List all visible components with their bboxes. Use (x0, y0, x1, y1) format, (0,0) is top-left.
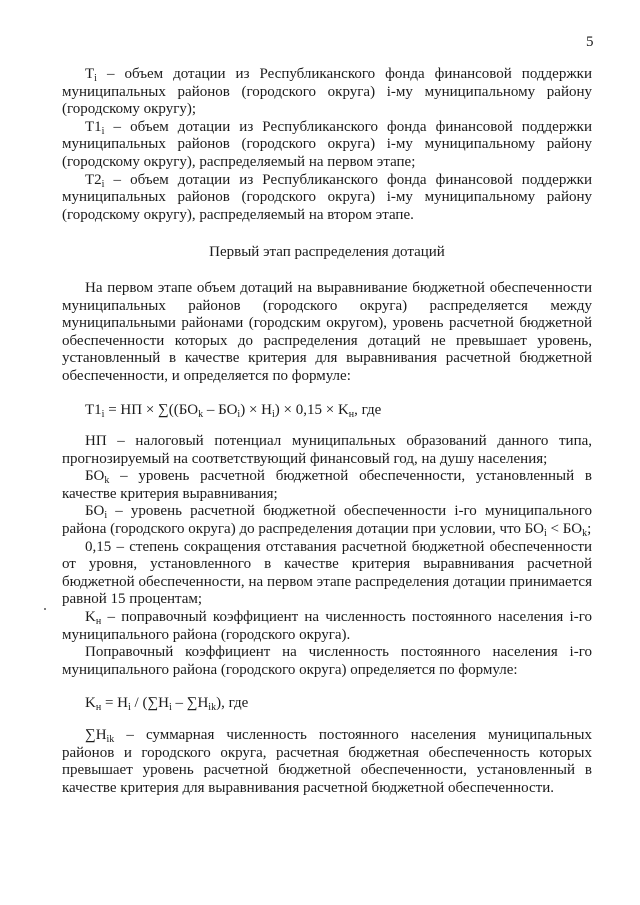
scan-speck (44, 608, 46, 610)
section-heading: Первый этап распределения дотаций (209, 244, 445, 261)
document-body (62, 66, 592, 797)
intro-paragraph: На первом этапе объем дотаций на выравнивание бюджетной обеспеченности муниципальных районов (городского округа) распределяется между муниципальными районами (городским округом), уровень расчетной бюджетной обеспеченности которых до распределения дотаций не превышает уровень, установленный в качестве критерия для выравнивания расчетной бюджетной обеспеченности, и определяется по формуле: (62, 279, 592, 384)
kn-paragraph: Поправочный коэффициент на численность постоянного населения i-го муниципального района (городского округа) определяется по формуле: (62, 644, 592, 678)
definition-hik: $\sum H_{ik}$ – суммарная численность постоянного населения муниципальных районов и городского округа, расчетная бюджетная обеспеченность которых превышает уровень расчетной бюджетной обеспеченности, установленный в качестве критерия для выравнивания расчетной бюджетной обеспеченности. (62, 727, 592, 796)
definition-kn: $K_н$ – поправочный коэффициент на численность постоянного населения i-го муниципального района (городского округа). (62, 609, 592, 643)
formula-kn: $K_н = H_i / (\sum H_i - \sum H_{ik})$, где (85, 695, 249, 714)
page-number: 5 (586, 34, 594, 50)
definition-np: НП – налоговый потенциал муниципальных образований данного типа, прогнозируемый на соответствующий финансовый год, на душу населения; (62, 433, 592, 467)
definition-rate: 0,15 – степень сокращения отставания расчетной бюджетной обеспеченности от уровня, установленного в качестве критерия выравнивания расчетной бюджетной обеспеченности, на первом этапе распределения дотации принимается равной 15 процентам; (62, 538, 592, 608)
definition-t: $T_i$ – объем дотации из Республиканского фонда финансовой поддержки муниципальных районов (городского округа) i-му муниципальному району (городскому округу); (62, 66, 592, 118)
definition-t1: $T1_i$ – объем дотации из Республиканского фонда финансовой поддержки муниципальных районов (городского округа) i-му муниципальному району (городскому округу), распределяемый на первом этапе; (62, 118, 592, 170)
definition-boi: $БО_i$ – уровень расчетной бюджетной обеспеченности i-го муниципального района (городского округа) до распределения дотации при условии, что $БО_i < БО_k$; (62, 503, 592, 540)
definition-bok: $БО_k$ – уровень расчетной бюджетной обеспеченности, установленный в качестве критерия выравнивания; (62, 468, 592, 502)
definition-t2: $T2_i$ – объем дотации из Республиканского фонда финансовой поддержки муниципальных районов (городского округа) i-му муниципальному району (городскому округу), распределяемый на втором этапе. (62, 171, 592, 223)
formula-t1: $T1_i$ = НП × $\sum((БО_k - БО_i) \times H_i) \times 0,15 \times K_н$, где (85, 401, 382, 420)
